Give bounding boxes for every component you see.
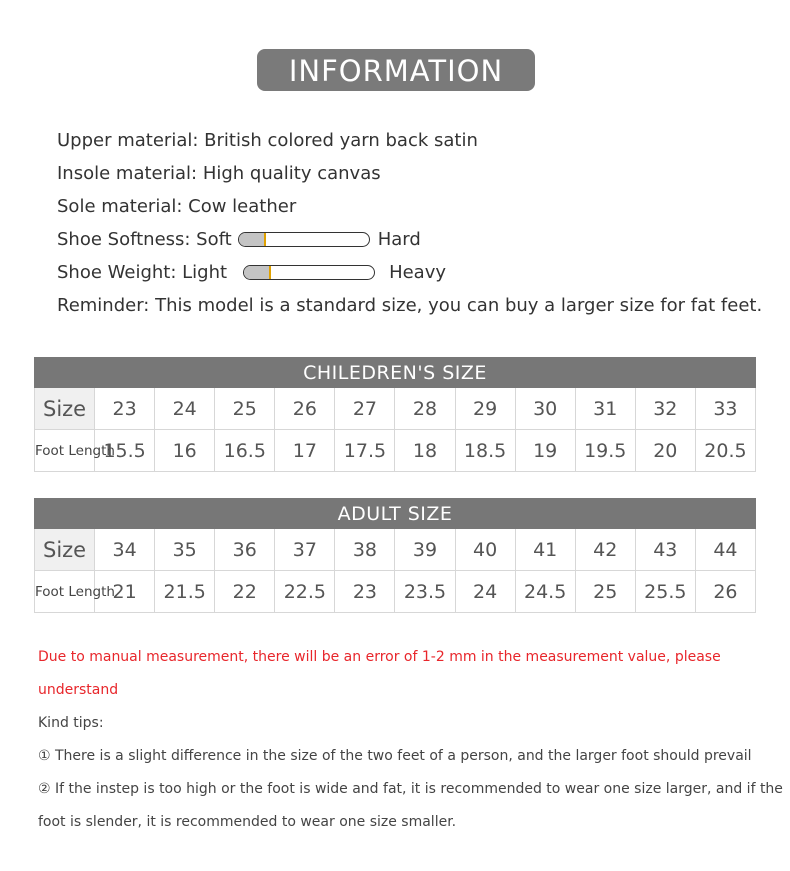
foot-length-cell: 21.5 [155, 571, 215, 613]
size-cell: 34 [95, 529, 155, 571]
size-cell: 27 [335, 388, 395, 430]
children-size-row [35, 388, 756, 430]
size-cell: 31 [575, 388, 635, 430]
tip-1: ① There is a slight difference in the size of the two feet of a person, and the larger foot should prevail [38, 748, 752, 764]
foot-length-header: Foot Length [35, 430, 95, 472]
kind-tips-title: Kind tips: [38, 715, 104, 731]
softness-right-label: Hard [377, 229, 421, 250]
weight-marker [269, 266, 271, 279]
adult-length-row [35, 571, 756, 613]
notes-section [38, 641, 783, 839]
foot-length-cell: 20.5 [695, 430, 755, 472]
adult-size-table [34, 498, 756, 613]
softness-label: Shoe Softness: Soft [57, 229, 232, 250]
foot-length-cell: 22.5 [275, 571, 335, 613]
foot-length-cell: 18.5 [455, 430, 515, 472]
foot-length-cell: 16 [155, 430, 215, 472]
size-cell: 28 [395, 388, 455, 430]
size-cell: 35 [155, 529, 215, 571]
adult-size-row [35, 529, 756, 571]
size-cell: 30 [515, 388, 575, 430]
foot-length-cell: 16.5 [215, 430, 275, 472]
size-header: Size [35, 529, 95, 571]
adult-title-row [35, 499, 756, 529]
size-cell: 43 [635, 529, 695, 571]
size-cell: 26 [275, 388, 335, 430]
size-cell: 23 [95, 388, 155, 430]
foot-length-header: Foot Length [35, 571, 95, 613]
foot-length-cell: 24.5 [515, 571, 575, 613]
size-cell: 41 [515, 529, 575, 571]
softness-fill [239, 233, 265, 246]
foot-length-cell: 17.5 [335, 430, 395, 472]
size-cell: 44 [695, 529, 755, 571]
weight-row [57, 256, 777, 289]
size-cell: 33 [695, 388, 755, 430]
reminder: Reminder: This model is a standard size, you can buy a larger size for fat feet. [57, 295, 763, 316]
children-title-row [35, 358, 756, 388]
foot-length-cell: 22 [215, 571, 275, 613]
size-cell: 39 [395, 529, 455, 571]
information-banner: INFORMATION [257, 49, 535, 91]
foot-length-cell: 23.5 [395, 571, 455, 613]
size-cell: 32 [635, 388, 695, 430]
foot-length-cell: 21 [95, 571, 155, 613]
foot-length-cell: 19 [515, 430, 575, 472]
foot-length-cell: 23 [335, 571, 395, 613]
adult-title: ADULT SIZE [35, 499, 756, 529]
foot-length-cell: 19.5 [575, 430, 635, 472]
softness-slider [238, 232, 370, 247]
children-title: CHILEDREN'S SIZE [35, 358, 756, 388]
foot-length-cell: 15.5 [95, 430, 155, 472]
size-cell: 38 [335, 529, 395, 571]
weight-fill [244, 266, 270, 279]
softness-row [57, 223, 777, 256]
foot-length-cell: 18 [395, 430, 455, 472]
weight-label: Shoe Weight: Light [57, 262, 228, 283]
tip-2-line-1: ② If the instep is too high or the foot is wide and fat, it is recommended to wear one size larger, and if the [38, 781, 783, 797]
foot-length-cell: 17 [275, 430, 335, 472]
size-header: Size [35, 388, 95, 430]
size-cell: 24 [155, 388, 215, 430]
size-cell: 29 [455, 388, 515, 430]
foot-length-cell: 20 [635, 430, 695, 472]
size-cell: 42 [575, 529, 635, 571]
foot-length-cell: 25.5 [635, 571, 695, 613]
tip-2-line-2: foot is slender, it is recommended to wear one size smaller. [38, 814, 457, 830]
weight-slider [243, 265, 375, 280]
size-cell: 40 [455, 529, 515, 571]
upper-material: Upper material: British colored yarn back satin [57, 130, 478, 151]
measurement-warning-line-1: Due to manual measurement, there will be an error of 1-2 mm in the measurement value, please [38, 649, 721, 665]
size-cell: 25 [215, 388, 275, 430]
foot-length-cell: 26 [695, 571, 755, 613]
sole-material: Sole material: Cow leather [57, 196, 297, 217]
size-cell: 37 [275, 529, 335, 571]
insole-material: Insole material: High quality canvas [57, 163, 381, 184]
children-size-table [34, 357, 756, 472]
product-info [57, 124, 777, 322]
softness-marker [264, 233, 266, 246]
children-length-row [35, 430, 756, 472]
weight-right-label: Heavy [389, 262, 447, 283]
foot-length-cell: 24 [455, 571, 515, 613]
measurement-warning-line-2: understand [38, 682, 119, 698]
foot-length-cell: 25 [575, 571, 635, 613]
size-cell: 36 [215, 529, 275, 571]
